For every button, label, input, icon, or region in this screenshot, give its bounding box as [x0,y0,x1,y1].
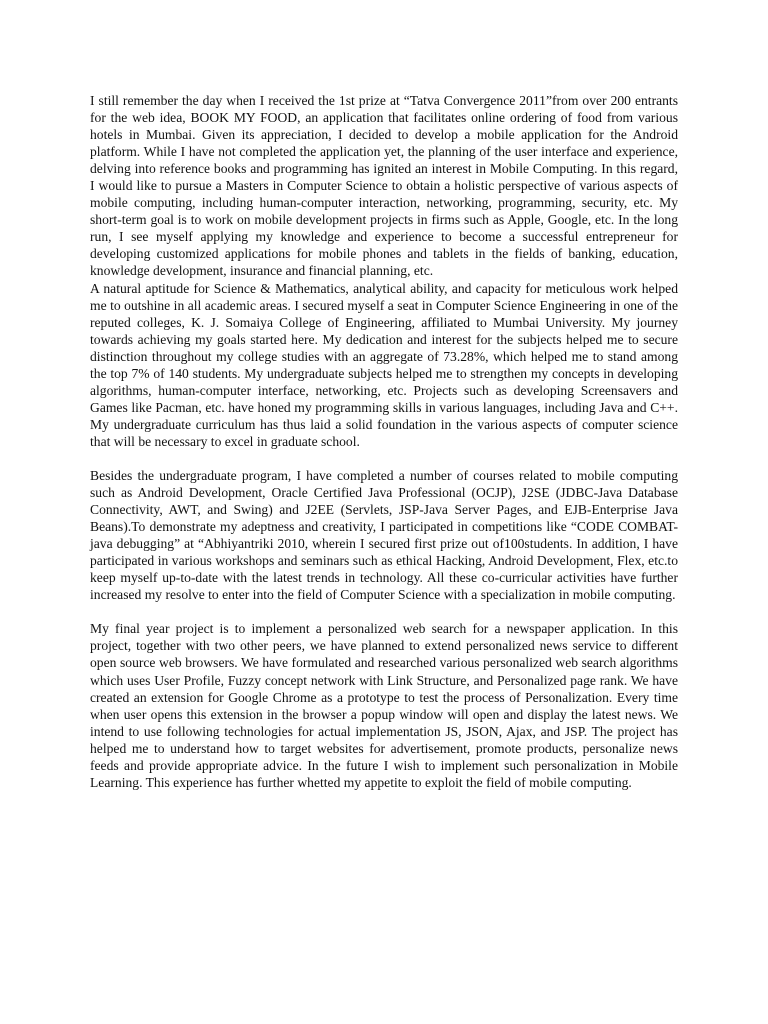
paragraph-academic-background: A natural aptitude for Science & Mathematics, analytical ability, and capacity for meticulous work helped me to outshine in all academic areas. I secured myself a seat in Computer Science Engineering in one of the reputed colleges, K. J. Somaiya College of Engineering, affiliated to Mumbai University. My journey towards achieving my goals started here. My dedication and interest for the subjects helped me to secure distinction throughout my college studies with an aggregate of 73.28%, which helped me to stand among the top 7% of 140 students. My undergraduate subjects helped me to strengthen my concepts in developing algorithms, human-computer interface, networking, etc. Projects such as developing Screensavers and Games like Pacman, etc. have honed my programming skills in various languages, including Java and C++. My undergraduate curriculum has thus laid a solid foundation in the various aspects of computer science that will be necessary to excel in graduate school. [90,280,678,449]
paragraph-web-idea-prize: I still remember the day when I received the 1st prize at “Tatva Convergence 2011”from over 200 entrants for the web idea, BOOK MY FOOD, an application that facilitates online ordering of food from various hotels in Mumbai. Given its appreciation, I decided to develop a mobile application for the Android platform. While I have not completed the application yet, the planning of the user interface and experience, delving into reference books and programming has ignited an interest in Mobile Computing. In this regard, I would like to pursue a Masters in Computer Science to obtain a holistic perspective of various aspects of mobile computing, including human-computer interaction, networking, programming, security, etc. My short-term goal is to work on mobile development projects in firms such as Apple, Google, etc. In the long run, I see myself applying my knowledge and experience to become a successful entrepreneur for developing customized applications for mobile phones and tablets in the fields of banking, education, knowledge development, insurance and financial planning, etc. [90,93,678,279]
paragraph-courses-and-competitions: Besides the undergraduate program, I have completed a number of courses related to mobile computing such as Android Development, Oracle Certified Java Professional (OCJP), J2SE (JDBC-Java Database Connectivity, AWT, and Swing) and J2EE (Servlets, JSP-Java Server Pages, and EJB-Enterprise Java Beans).To demonstrate my adeptness and creativity, I participated in competitions like “CODE COMBAT- java debugging” at “Abhiyantriki 2010, wherein I secured first prize out of100students. In addition, I have participated in various workshops and seminars such as ethical Hacking, Android Development, Flex, etc.to keep myself up-to-date with the latest trends in technology. All these co-curricular activities have further increased my resolve to enter into the field of Computer Science with a specialization in mobile computing. [90,467,678,603]
paragraph-final-year-project: My final year project is to implement a personalized web search for a newspaper application. In this project, together with two other peers, we have planned to extend personalized news service to different open source web browsers. We have formulated and researched various personalized web search algorithms which uses User Profile, Fuzzy concept network with Link Structure, and Personalized page rank. We have created an extension for Google Chrome as a prototype to test the process of Personalization. Every time when user opens this extension in the browser a popup window will open and display the latest news. We intend to use following technologies for actual implementation JS, JSON, Ajax, and JSP. The project has helped me to understand how to target websites for advertisement, promote products, personalize news feeds and provide appropriate advice. In the future I wish to implement such personalization in Mobile Learning. This experience has further whetted my appetite to exploit the field of mobile computing. [90,621,678,790]
document-page [90,92,678,791]
